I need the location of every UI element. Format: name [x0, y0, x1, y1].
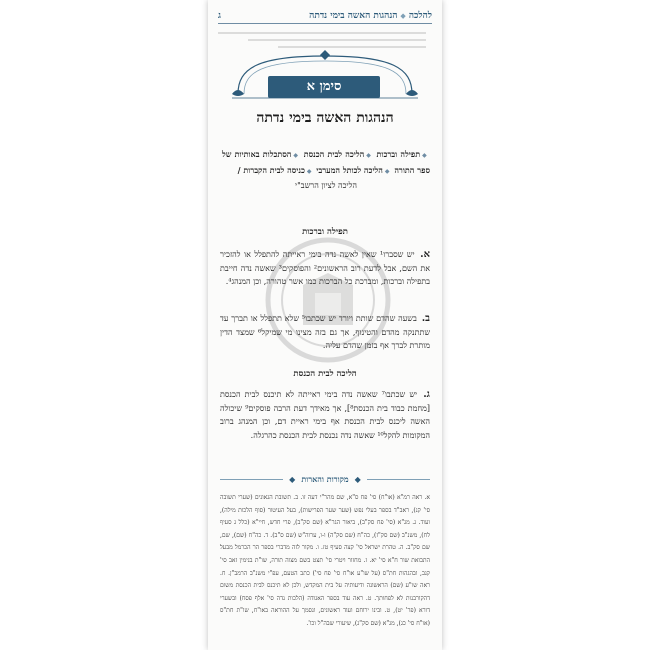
diamond-icon: ◆ [400, 10, 406, 20]
topic-item: תפילה וברכות [376, 149, 421, 159]
paragraph-marker: ב. [421, 313, 431, 324]
sources-title: מקורות והארות [301, 474, 349, 484]
siman-label: סימן א [268, 76, 380, 98]
paragraph-b [220, 312, 430, 353]
paragraph-marker: א. [420, 249, 430, 260]
topic-item: כניסה לבית הקברות / [237, 165, 305, 175]
sources-header [220, 472, 430, 486]
section-heading: תפילה וברכות [302, 227, 348, 237]
paragraph-marker: ג. [423, 389, 430, 400]
chapter-running-title: הנהגות האשה בימי נדתה [309, 10, 398, 21]
paragraph-a [220, 248, 430, 289]
header-rule [218, 23, 432, 24]
book-page [208, 0, 442, 650]
divider [220, 479, 283, 480]
sources-text: א. ראה רמ"א (או"ח) סי' פח ס"א, שם מהר"י דעה זו. ב. תשובת הגאונים (שערי תשובה סי' קנ), ראב"ד בספר בעלי נפש (שער שער הפרישות), בעל העיטור (סוף הלכות מילה), ועוד. ג. מג"א (סי' פח סק"ב), ביאור הגר"א (שם סק"ב), פרי חדש, חיי"א (כלל ג סעיף לח), משנ"ב (שם סק"ז), כה"ח (שם סק"ה) ו-ו, ערוה"ש (שם ס"ב). ד. כה"ח (שם), שם, שם סק"ב. ה. טהרת ישראל סי' קצה סעיף טז. ו. מקור לזה מדברי בספר הר הכרמל מבעל התבואת שור ח"א סי' יא. ז. מחזור ויטרי סי' תצט בשם מצוה תורה, שו"ת בנימין זאב סי' קנב, ובהגהות חת"ס (על שו"ע או"ח סי' פח סי') כתב הטעם, עפ"י משנ"ב הרמב"ן. ח. ראה שו"ע (שם) הראשונה ודיעותיה על בית המקדש, ולכן לא תיכנס לבית הכנסת משום דהקורבנות לא לפחותך. ט. ראה עוד בספר האגודה (הלכות נדה סי' אלף פסח) ובשערי דורא (פר' יט), ט. ובינו ירוחם ועוד ראשונים, ונסמך על ההוראה באו"ח, שו"ת חת"ס (או"ח סי' כג), מג"א (שם סק"ג), שיעורי שבה"ל וכו'. [220, 494, 430, 627]
page-number: ג [218, 10, 221, 21]
paragraph-text: יש שכתבו⁷ שאשה נדה בימי ראייתה לא תיכנס לבית הכנסת [מחמת כבוד בית הכנסת⁸], אך מאידך דעת הרבה פוסקים⁹ שיכולה האשה ליכנס לבית הכנסת אף בימי ראיית דם, וכן המנהג ברוב המקומות להקל¹⁰ שאשה נדה נכנסת לבית הכנסת כהרגלה. [220, 390, 430, 440]
topic-list [222, 147, 430, 193]
topic-item: הסתכלות באותיות של ספר התורה [222, 149, 430, 175]
diamond-icon: ◆ [289, 474, 296, 484]
paragraph-text: יש שסברו¹ שאין לאשה נדה בימי ראייתה להתפלל או להזכיר את השם, אבל לדעת רוב הראשונים² והפוסקים³ שאשה נדה חייבת בתפילה וברכות, ומברכת כל הברכות כמו אשר טהורה, וכן המנהג⁴. [220, 250, 430, 286]
diamond-icon: ◆ [384, 168, 390, 175]
diamond-icon: ◆ [366, 152, 372, 159]
paragraph-text: בשעה שהדם שותת ויורד יש שכתבו⁵ שלא תתפלל או תברך עד שתתנקה מהדם והטינוף, אך גם בזה מצינו מי שמיקל⁶ שמצד הדין מותרת לברך אף בזמן שהדם עליה. [220, 314, 430, 350]
topic-item: הליכה לציון הרשב"י [295, 181, 357, 190]
divider [367, 479, 430, 480]
running-title [309, 10, 432, 21]
running-header [218, 8, 432, 22]
diamond-icon: ◆ [354, 474, 361, 484]
section-heading: הליכה לבית הכנסת [293, 369, 357, 379]
topic-item: הליכה לכותל המערבי [316, 165, 383, 175]
diamond-icon: ◆ [293, 152, 299, 159]
paragraph-c [220, 388, 430, 442]
chapter-title: הנהגות האשה בימי נדתה [256, 110, 394, 126]
diamond-icon: ◆ [306, 168, 312, 175]
diamond-icon: ◆ [422, 152, 428, 159]
topic-item: הליכה לבית הכנסת [303, 149, 365, 159]
book-title: להלכה [408, 10, 432, 21]
